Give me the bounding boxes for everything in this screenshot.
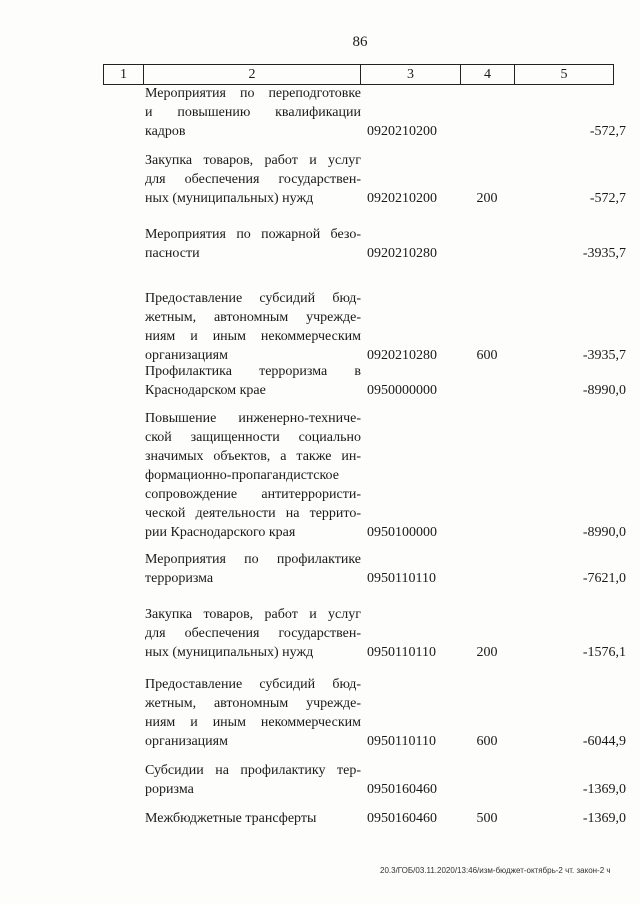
row-name-line: Закупка товаров, работ и услуг — [145, 153, 361, 168]
row-name — [145, 809, 361, 828]
row-code: 0950110110 — [367, 734, 436, 749]
row-name — [145, 84, 361, 141]
header-col-2: 2 — [144, 65, 361, 84]
header-col-1: 1 — [104, 65, 144, 84]
row-amount: -3935,7 — [582, 348, 626, 363]
row-name-line: для обеспечения государствен- — [145, 626, 361, 641]
row-name-line: Мероприятия по профилактике — [145, 552, 361, 567]
row-code: 0920210280 — [367, 348, 437, 363]
row-name-line: Закупка товаров, работ и услуг — [145, 607, 361, 622]
row-type: 600 — [476, 734, 498, 749]
header-col-5: 5 — [560, 67, 568, 82]
row-name — [145, 761, 361, 799]
row-name-line: терроризма — [145, 571, 214, 586]
row-name-line: ской защищенности социально — [145, 430, 361, 445]
row-name-line: Субсидии на профилактику тер- — [145, 763, 361, 778]
row-amount: -8990,0 — [582, 525, 626, 540]
row-name-line: ческой деятельности на террито- — [145, 506, 361, 521]
row-name-line: Предоставление субсидий бюд- — [145, 291, 361, 306]
row-name-line: роризма — [145, 782, 194, 797]
row-amount: -8990,0 — [582, 383, 626, 398]
row-code: 0950100000 — [367, 525, 437, 540]
row-amount: -572,7 — [589, 124, 626, 139]
row-code: 0920210280 — [367, 246, 437, 261]
row-amount: -1369,0 — [582, 782, 626, 797]
row-type: 500 — [476, 811, 498, 826]
row-name-line: Межбюджетные трансферты — [145, 811, 317, 826]
row-name — [145, 151, 361, 208]
row-name-line: Профилактика терроризма в — [145, 364, 361, 379]
row-name-line: кадров — [145, 124, 186, 139]
row-code: 0920210200 — [367, 124, 437, 139]
row-name — [145, 605, 361, 662]
row-name — [145, 362, 361, 400]
row-name-line: ных (муниципальных) нужд — [145, 645, 314, 660]
row-name-line: Мероприятия по переподготовке — [145, 86, 361, 101]
row-code: 0920210200 — [367, 191, 437, 206]
row-name-line: Мероприятия по пожарной безо- — [145, 227, 361, 242]
row-name — [145, 289, 361, 365]
row-name-line: формационно-пропагандистское — [145, 468, 339, 483]
document-footer: 20.3/ГОБ/03.11.2020/13:46/изм-бюджет-октябрь-2 чт. закон-2 ч — [380, 866, 611, 875]
row-code: 0950110110 — [367, 571, 436, 586]
row-name-line: Краснодарском крае — [145, 383, 266, 398]
header-col-3: 3 — [361, 65, 461, 84]
row-name-line: рии Краснодарского края — [145, 525, 296, 540]
row-name-line: организациям — [145, 734, 228, 749]
row-amount: -572,7 — [589, 191, 626, 206]
row-amount: -1576,1 — [582, 645, 626, 660]
row-amount: -3935,7 — [582, 246, 626, 261]
row-name-line: организациям — [145, 348, 228, 363]
row-name — [145, 675, 361, 751]
row-code: 0950000000 — [367, 383, 437, 398]
row-name-line: сопровождение антитеррористи- — [145, 487, 361, 502]
row-type: 600 — [476, 348, 498, 363]
row-name-line: ниям и иным некоммерческим — [145, 329, 361, 344]
row-code: 0950160460 — [367, 782, 437, 797]
row-name-line: Повышение инженерно-техниче- — [145, 411, 361, 426]
row-name-line: жетным, автономным учрежде- — [145, 696, 361, 711]
row-name — [145, 225, 361, 263]
row-name-line: значимых объектов, а также ин- — [145, 449, 361, 464]
row-code: 0950110110 — [367, 645, 436, 660]
row-amount: -7621,0 — [582, 571, 626, 586]
row-name — [145, 409, 361, 542]
row-name-line: ных (муниципальных) нужд — [145, 191, 314, 206]
row-code: 0950160460 — [367, 811, 437, 826]
row-name-line: жетным, автономным учрежде- — [145, 310, 361, 325]
row-name-line: для обеспечения государствен- — [145, 172, 361, 187]
table-header — [103, 64, 614, 85]
header-col-4: 4 — [461, 65, 515, 84]
row-name-line: пасности — [145, 246, 200, 261]
row-amount: -6044,9 — [582, 734, 626, 749]
row-name-line: и повышению квалификации — [145, 105, 361, 120]
page-number: 86 — [352, 34, 368, 50]
row-name-line: Предоставление субсидий бюд- — [145, 677, 361, 692]
row-type: 200 — [476, 645, 498, 660]
row-name-line: ниям и иным некоммерческим — [145, 715, 361, 730]
row-name — [145, 550, 361, 588]
row-amount: -1369,0 — [582, 811, 626, 826]
row-type: 200 — [476, 191, 498, 206]
